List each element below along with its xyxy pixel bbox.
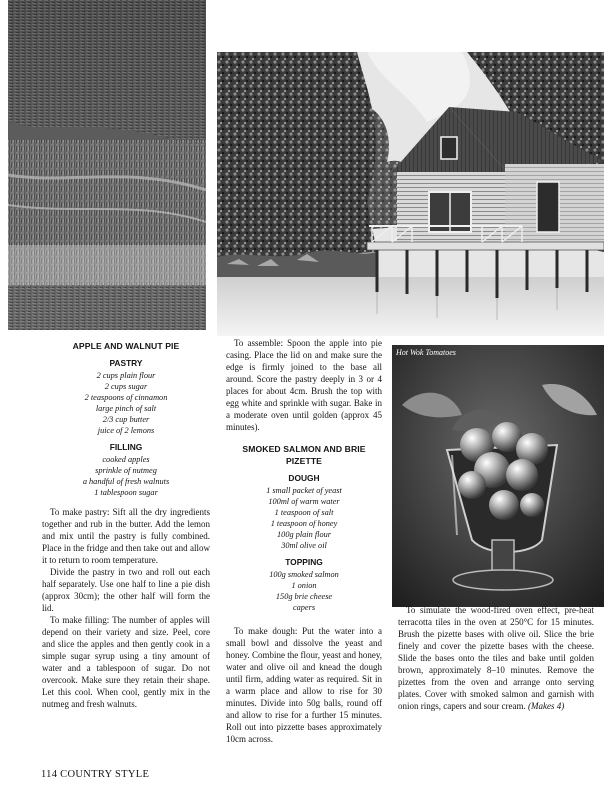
ingredient: capers xyxy=(292,603,316,612)
pastry-ingredients xyxy=(42,370,210,436)
ingredient: sprinkle of nutmeg xyxy=(95,466,157,475)
ingredient: 150g brie cheese xyxy=(275,592,333,601)
apple-pie-title: APPLE AND WALNUT PIE xyxy=(72,341,180,351)
method-paragraph: To make dough: Put the water into a small bowl and dissolve the yeast and honey. Combine the flour, yeast and honey, water and olive oil and knead the dough until firm, adding water as required. Sit in a warm place and allow to rise for 30 minutes. Divide into 50g balls, round off and allow to rise for a further 15 minutes. Roll out into pizzette bases approximately 10cm across. xyxy=(226,626,382,744)
ingredient: 1 tablespoon sugar xyxy=(94,488,158,497)
dough-heading: DOUGH xyxy=(288,473,320,483)
method-paragraph: Divide the pastry in two and roll out each half separately. Use one half to line a pie dish (approx 30cm); the other half will form the lid. xyxy=(42,567,210,613)
method-paragraph xyxy=(398,604,594,712)
topping-heading: TOPPING xyxy=(285,557,323,567)
ingredient: 2/3 cup butter xyxy=(102,415,150,424)
column-3 xyxy=(398,604,594,712)
pastry-heading: PASTRY xyxy=(109,358,143,368)
ingredient: 100g plain flour xyxy=(277,530,331,539)
ingredient: 2 cups sugar xyxy=(104,382,148,391)
ingredient: 1 small packet of yeast xyxy=(266,486,342,495)
ingredient: 1 teaspoon of salt xyxy=(274,508,334,517)
ingredient: a handful of fresh walnuts xyxy=(82,477,170,486)
ingredient: 2 cups plain flour xyxy=(96,371,156,380)
yield-note: (Makes 4) xyxy=(527,701,565,711)
ingredient: large pinch of salt xyxy=(95,404,157,413)
filling-heading: FILLING xyxy=(109,442,143,452)
ingredient: 30ml olive oil xyxy=(281,541,327,550)
ingredient: 2 teaspoons of cinnamon xyxy=(84,393,168,402)
boathouse-photo xyxy=(217,52,604,336)
landscape-photo xyxy=(8,0,206,330)
method-text: To simulate the wood-fired oven effect, pre-heat terracotta tiles in the oven at 250°C for 15 minutes. Brush the pizette bases with olive oil. Slice the brie finely and cover the pizette bases with the cheese. Slide the bases onto the tiles and bake until golden brown, approximately 8–10 minutes. Remove the pizettes from the oven and arrange onto serving plates. Cover with smoked salmon and garnish with onion rings, capers and sour cream. xyxy=(398,605,594,711)
ingredient: juice of 2 lemons xyxy=(97,426,155,435)
method-paragraph: To make filling: The number of apples will depend on their variety and size. Peel, core and slice the apples and then gently cook in a simple sugar syrup using a tiny amount of water and a tablespoon of sugar. Do not overcook. Make sure they retain their shape. Let this cool. When cool, gently mix in the nutmeg and fresh walnuts. xyxy=(42,615,210,709)
ingredient: 1 onion xyxy=(291,581,317,590)
method-paragraph: To make pastry: Sift all the dry ingredients together and rub in the butter. Add the lemon and mix until the pastry is fully combined. Place in the fridge and then take out and allow it to return to room temperature. xyxy=(42,507,210,565)
ingredient: cooked apples xyxy=(102,455,150,464)
pizzette-title: SMOKED SALMON AND BRIE PIZETTE xyxy=(242,444,366,466)
method-paragraph: To assemble: Spoon the apple into pie casing. Place the lid on and make sure the edge is firmly joined to the base all around. Score the pastry deeply in 3 or 4 places for about 4cm. Brush the top with egg white and sprinkle with sugar. Bake in a moderate oven until golden (approx 45 minutes). xyxy=(226,338,382,432)
topping-ingredients xyxy=(226,569,382,613)
dough-ingredients xyxy=(226,485,382,551)
column-1 xyxy=(42,337,210,710)
tomatoes-photo xyxy=(392,345,604,607)
page-folio: 114 COUNTRY STYLE xyxy=(41,769,150,780)
ingredient: 1 teaspoon of honey xyxy=(270,519,338,528)
ingredient: 100g smoked salmon xyxy=(269,570,339,579)
filling-ingredients xyxy=(42,454,210,498)
column-2 xyxy=(226,337,382,745)
ingredient: 100ml of warm water xyxy=(268,497,340,506)
photo-caption: Hot Wok Tomatoes xyxy=(396,348,456,357)
